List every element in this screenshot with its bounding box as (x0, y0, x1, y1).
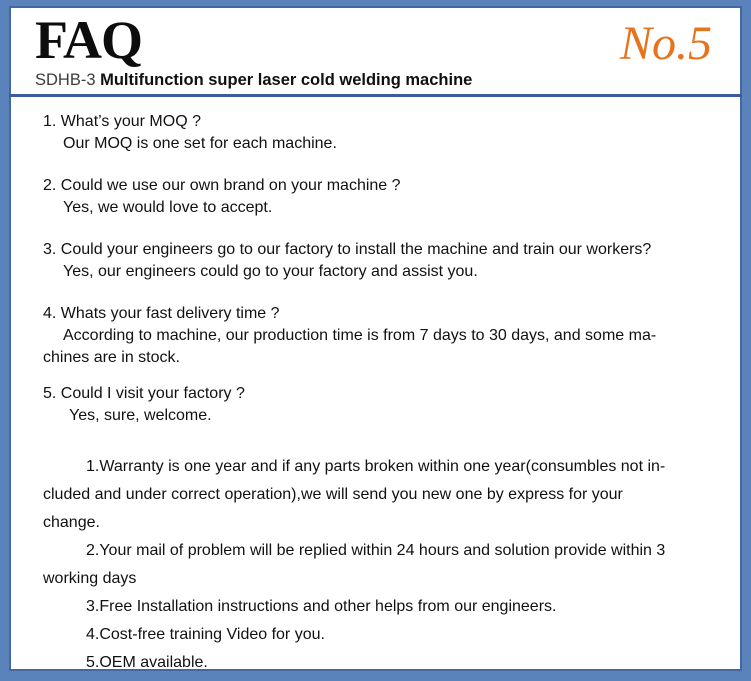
terms-continuation-line: change. (43, 514, 100, 531)
terms-continuation-line: cluded and under correct operation),we will send you new one by express for your (43, 486, 623, 503)
terms-line: 1.Warranty is one year and if any parts broken within one year(consumbles not in- (86, 458, 666, 475)
subtitle (35, 70, 742, 90)
terms-line: 4.Cost-free training Video for you. (86, 626, 325, 643)
service-terms (43, 453, 722, 677)
question-line: 1. What’s your MOQ ? (43, 113, 201, 130)
terms-line: 2.Your mail of problem will be replied within 24 hours and solution provide within 3 (86, 542, 666, 559)
question-line: 3. Could your engineers go to our factory to install the machine and train our workers? (43, 241, 652, 258)
faq-body (9, 97, 742, 677)
issue-number-badge: No.5 (619, 17, 712, 70)
question-line: 5. Could I visit your factory ? (43, 385, 245, 402)
page-title: FAQ (35, 10, 142, 70)
terms-line: 5.OEM available. (86, 654, 208, 671)
answer-continuation-line: chines are in stock. (43, 349, 180, 366)
answer-line: Yes, we would love to accept. (63, 199, 273, 216)
answer-line: Yes, sure, welcome. (69, 407, 212, 424)
header (9, 6, 742, 94)
answer-line: Yes, our engineers could go to your factory and assist you. (63, 263, 478, 280)
terms-line: 3.Free Installation instructions and other helps from our engineers. (86, 598, 557, 615)
terms-continuation-line: working days (43, 570, 137, 587)
question-line: 2. Could we use our own brand on your machine ? (43, 177, 401, 194)
model-code: SDHB-3 (35, 71, 96, 89)
answer-line: According to machine, our production time is from 7 days to 30 days, and some ma- (63, 327, 657, 344)
answer-line: Our MOQ is one set for each machine. (63, 135, 337, 152)
question-line: 4. Whats your fast delivery time ? (43, 305, 280, 322)
subtitle-text: Multifunction super laser cold welding machine (100, 71, 473, 89)
